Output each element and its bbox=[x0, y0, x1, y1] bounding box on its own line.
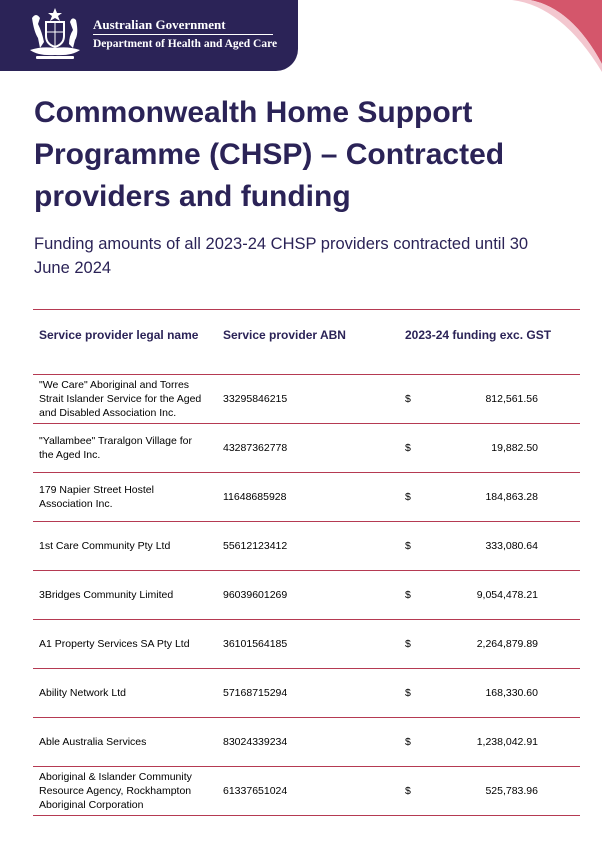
provider-abn: 43287362778 bbox=[215, 424, 389, 473]
funding-amount: 184,863.28 bbox=[425, 473, 580, 522]
table-header-row bbox=[33, 310, 580, 375]
currency-symbol: $ bbox=[389, 522, 425, 571]
department-name: Department of Health and Aged Care bbox=[93, 38, 278, 50]
funding-amount: 812,561.56 bbox=[425, 375, 580, 424]
provider-name: Aboriginal & Islander Community Resource Agency, Rockhampton Aboriginal Corporation bbox=[33, 767, 215, 816]
currency-symbol: $ bbox=[389, 669, 425, 718]
table-row bbox=[33, 522, 580, 571]
column-header-name: Service provider legal name bbox=[33, 310, 215, 375]
currency-symbol: $ bbox=[389, 375, 425, 424]
table-row bbox=[33, 473, 580, 522]
provider-name: Ability Network Ltd bbox=[33, 669, 215, 718]
provider-abn: 36101564185 bbox=[215, 620, 389, 669]
table-row bbox=[33, 571, 580, 620]
currency-symbol: $ bbox=[389, 571, 425, 620]
page-subtitle: Funding amounts of all 2023-24 CHSP providers contracted until 30 June 2024 bbox=[34, 235, 529, 277]
funding-amount: 1,238,042.91 bbox=[425, 718, 580, 767]
currency-symbol: $ bbox=[389, 620, 425, 669]
provider-name: 179 Napier Street Hostel Association Inc. bbox=[33, 473, 215, 522]
table-row bbox=[33, 718, 580, 767]
provider-name: "Yallambee" Traralgon Village for the Aged Inc. bbox=[33, 424, 215, 473]
provider-name: 1st Care Community Pty Ltd bbox=[33, 522, 215, 571]
provider-name: 3Bridges Community Limited bbox=[33, 571, 215, 620]
funding-amount: 333,080.64 bbox=[425, 522, 580, 571]
table-row bbox=[33, 669, 580, 718]
government-banner bbox=[0, 0, 298, 71]
provider-name: Able Australia Services bbox=[33, 718, 215, 767]
coat-of-arms-icon bbox=[24, 6, 86, 60]
provider-abn: 96039601269 bbox=[215, 571, 389, 620]
funding-amount: 168,330.60 bbox=[425, 669, 580, 718]
provider-name: A1 Property Services SA Pty Ltd bbox=[33, 620, 215, 669]
currency-symbol: $ bbox=[389, 473, 425, 522]
table-row bbox=[33, 620, 580, 669]
table-row bbox=[33, 424, 580, 473]
corner-decoration bbox=[512, 0, 602, 72]
table-row bbox=[33, 767, 580, 816]
provider-abn: 61337651024 bbox=[215, 767, 389, 816]
currency-symbol: $ bbox=[389, 767, 425, 816]
column-header-abn: Service provider ABN bbox=[215, 310, 389, 375]
provider-abn: 55612123412 bbox=[215, 522, 389, 571]
funding-amount: 525,783.96 bbox=[425, 767, 580, 816]
provider-name: "We Care" Aboriginal and Torres Strait Islander Service for the Aged and Disabled Association Inc. bbox=[33, 375, 215, 424]
page-title: Commonwealth Home Support Programme (CHSP) – Contracted providers and funding bbox=[34, 96, 505, 213]
government-name: Australian Government bbox=[93, 17, 226, 32]
table-row bbox=[33, 375, 580, 424]
provider-abn: 83024339234 bbox=[215, 718, 389, 767]
funding-amount: 9,054,478.21 bbox=[425, 571, 580, 620]
provider-abn: 33295846215 bbox=[215, 375, 389, 424]
funding-amount: 2,264,879.89 bbox=[425, 620, 580, 669]
providers-table bbox=[33, 309, 580, 816]
provider-abn: 57168715294 bbox=[215, 669, 389, 718]
funding-amount: 19,882.50 bbox=[425, 424, 580, 473]
column-header-funding: 2023-24 funding exc. GST bbox=[389, 310, 580, 375]
header-divider bbox=[93, 34, 273, 35]
currency-symbol: $ bbox=[389, 718, 425, 767]
provider-abn: 11648685928 bbox=[215, 473, 389, 522]
currency-symbol: $ bbox=[389, 424, 425, 473]
